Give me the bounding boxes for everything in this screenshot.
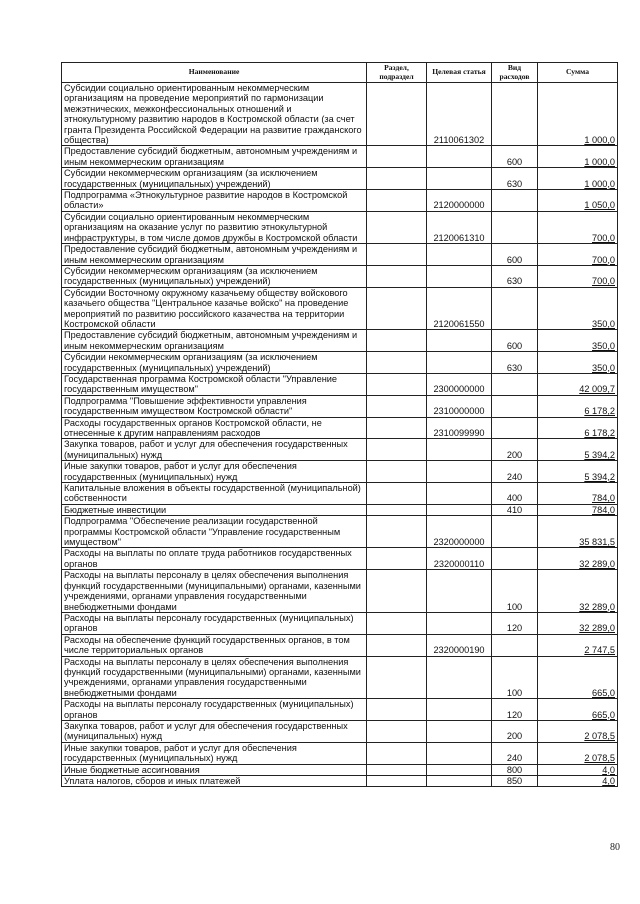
cell-name: Бюджетные инвестиции (62, 504, 367, 515)
cell-sum: 42 009,7 (538, 373, 618, 395)
cell-name: Расходы на выплаты персоналу в целях обеспечения выполнения функций государственными (муниципальными) органами, казенными учреждениями, органами управления государственными внебюджетными фондами (62, 656, 367, 699)
cell-name: Подпрограмма "Обеспечение реализации государственной программы Костромской области "Управление государственным имуществом" (62, 516, 367, 548)
table-row (62, 742, 618, 764)
cell-name: Субсидии Восточному окружному казачьему обществу войскового казачьего общества "Центральное казачье войско" на проведение мероприятий по развитию российского казачества на территории Костромской области (62, 287, 367, 330)
table-row (62, 352, 618, 374)
cell-name: Иные бюджетные ассигнования (62, 764, 367, 775)
table-row (62, 168, 618, 190)
cell-sum: 350,0 (538, 352, 618, 374)
table-row (62, 612, 618, 634)
cell-section (367, 504, 427, 515)
table-body (62, 83, 618, 787)
cell-article (427, 352, 492, 374)
cell-expense-type: 240 (492, 742, 538, 764)
cell-article: 2320000190 (427, 634, 492, 656)
cell-sum: 1 050,0 (538, 190, 618, 212)
table-row (62, 570, 618, 613)
table-row (62, 699, 618, 721)
cell-article: 2120061550 (427, 287, 492, 330)
cell-sum: 2 078,5 (538, 720, 618, 742)
table-row (62, 504, 618, 515)
header-section: Раздел, подраздел (367, 63, 427, 83)
table-header-row (62, 63, 618, 83)
table-row (62, 439, 618, 461)
cell-expense-type: 400 (492, 483, 538, 505)
cell-article: 2320000110 (427, 548, 492, 570)
cell-expense-type (492, 548, 538, 570)
cell-expense-type (492, 83, 538, 146)
table-row (62, 330, 618, 352)
table-row (62, 146, 618, 168)
cell-expense-type: 120 (492, 699, 538, 721)
cell-expense-type: 630 (492, 265, 538, 287)
cell-sum: 5 394,2 (538, 439, 618, 461)
cell-expense-type (492, 211, 538, 243)
cell-sum: 1 000,0 (538, 146, 618, 168)
cell-article (427, 764, 492, 775)
cell-section (367, 211, 427, 243)
table-row (62, 417, 618, 439)
cell-name: Подпрограмма "Повышение эффективности управления государственным имуществом Костромской области" (62, 395, 367, 417)
cell-article (427, 439, 492, 461)
cell-sum: 6 178,2 (538, 417, 618, 439)
cell-article (427, 570, 492, 613)
table-row (62, 395, 618, 417)
cell-name: Расходы на выплаты персоналу государственных (муниципальных) органов (62, 612, 367, 634)
cell-sum: 665,0 (538, 656, 618, 699)
cell-name: Капитальные вложения в объекты государственной (муниципальной) собственности (62, 483, 367, 505)
cell-name: Субсидии социально ориентированным некоммерческим организациям на проведение мероприятий по гармонизации межэтнических, межконфессиональных отношений и этнокультурному развитию народов в Костромской области (за счет гранта Президента Российской Федерации на развитие гражданского общества) (62, 83, 367, 146)
table-row (62, 461, 618, 483)
cell-article (427, 461, 492, 483)
table-row (62, 211, 618, 243)
header-expense-type: Вид расходов (492, 63, 538, 83)
table-row (62, 634, 618, 656)
cell-article: 2120000000 (427, 190, 492, 212)
cell-name: Предоставление субсидий бюджетным, автономным учреждениям и иным некоммерческим организациям (62, 244, 367, 266)
cell-expense-type: 100 (492, 570, 538, 613)
cell-expense-type: 200 (492, 720, 538, 742)
cell-article (427, 265, 492, 287)
cell-name: Субсидии некоммерческим организациям (за исключением государственных (муниципальных) учреждений) (62, 265, 367, 287)
cell-expense-type: 100 (492, 656, 538, 699)
cell-name: Расходы на выплаты персоналу в целях обеспечения выполнения функций государственными (муниципальными) органами, казенными учреждениями, органами управления государственными внебюджетными фондами (62, 570, 367, 613)
cell-section (367, 373, 427, 395)
cell-article: 2310000000 (427, 395, 492, 417)
cell-section (367, 764, 427, 775)
cell-name: Расходы на выплаты по оплате труда работников государственных органов (62, 548, 367, 570)
cell-sum: 1 000,0 (538, 168, 618, 190)
cell-section (367, 656, 427, 699)
cell-sum: 2 747,5 (538, 634, 618, 656)
cell-expense-type: 630 (492, 352, 538, 374)
table-row (62, 656, 618, 699)
cell-expense-type: 800 (492, 764, 538, 775)
cell-sum: 700,0 (538, 265, 618, 287)
table-row (62, 190, 618, 212)
table-row (62, 776, 618, 787)
cell-section (367, 461, 427, 483)
cell-name: Расходы на выплаты персоналу государственных (муниципальных) органов (62, 699, 367, 721)
cell-sum: 5 394,2 (538, 461, 618, 483)
cell-article (427, 168, 492, 190)
cell-article (427, 776, 492, 787)
cell-expense-type (492, 190, 538, 212)
cell-name: Предоставление субсидий бюджетным, автономным учреждениям и иным некоммерческим организациям (62, 330, 367, 352)
cell-article: 2310099990 (427, 417, 492, 439)
table-row (62, 548, 618, 570)
table-row (62, 287, 618, 330)
cell-expense-type: 600 (492, 330, 538, 352)
header-article: Целевая статья (427, 63, 492, 83)
cell-sum: 35 831,5 (538, 516, 618, 548)
cell-section (367, 330, 427, 352)
cell-expense-type (492, 287, 538, 330)
cell-sum: 6 178,2 (538, 395, 618, 417)
cell-section (367, 265, 427, 287)
table-row (62, 373, 618, 395)
header-name: Наименование (62, 63, 367, 83)
cell-name: Государственная программа Костромской области "Управление государственным имуществом" (62, 373, 367, 395)
cell-article: 2300000000 (427, 373, 492, 395)
cell-section (367, 287, 427, 330)
cell-name: Закупка товаров, работ и услуг для обеспечения государственных (муниципальных) нужд (62, 720, 367, 742)
cell-name: Иные закупки товаров, работ и услуг для обеспечения государственных (муниципальных) нужд (62, 742, 367, 764)
cell-article (427, 720, 492, 742)
cell-expense-type: 600 (492, 146, 538, 168)
table-row (62, 720, 618, 742)
table-row (62, 83, 618, 146)
cell-section (367, 352, 427, 374)
cell-expense-type (492, 395, 538, 417)
cell-section (367, 570, 427, 613)
cell-section (367, 417, 427, 439)
table-row (62, 244, 618, 266)
cell-section (367, 83, 427, 146)
cell-article (427, 504, 492, 515)
cell-sum: 2 078,5 (538, 742, 618, 764)
cell-article (427, 612, 492, 634)
cell-sum: 350,0 (538, 287, 618, 330)
cell-sum: 32 289,0 (538, 570, 618, 613)
cell-section (367, 742, 427, 764)
cell-section (367, 699, 427, 721)
table-row (62, 265, 618, 287)
cell-article (427, 699, 492, 721)
cell-article: 2320000000 (427, 516, 492, 548)
cell-name: Предоставление субсидий бюджетным, автономным учреждениям и иным некоммерческим организациям (62, 146, 367, 168)
cell-expense-type: 850 (492, 776, 538, 787)
page-number: 80 (610, 842, 620, 853)
table-row (62, 483, 618, 505)
budget-table (61, 62, 618, 787)
cell-name: Уплата налогов, сборов и иных платежей (62, 776, 367, 787)
cell-expense-type (492, 516, 538, 548)
cell-name: Расходы государственных органов Костромской области, не отнесенные к другим направлениям расходов (62, 417, 367, 439)
table-row (62, 516, 618, 548)
cell-section (367, 776, 427, 787)
cell-sum: 1 000,0 (538, 83, 618, 146)
cell-sum: 32 289,0 (538, 548, 618, 570)
cell-expense-type (492, 417, 538, 439)
cell-expense-type: 410 (492, 504, 538, 515)
cell-section (367, 168, 427, 190)
cell-section (367, 516, 427, 548)
cell-section (367, 548, 427, 570)
cell-article: 2120061310 (427, 211, 492, 243)
cell-name: Закупка товаров, работ и услуг для обеспечения государственных (муниципальных) нужд (62, 439, 367, 461)
cell-sum: 665,0 (538, 699, 618, 721)
cell-expense-type: 120 (492, 612, 538, 634)
cell-name: Подпрограмма «Этнокультурное развитие народов в Костромской области» (62, 190, 367, 212)
cell-section (367, 439, 427, 461)
cell-article (427, 483, 492, 505)
cell-section (367, 395, 427, 417)
cell-expense-type: 200 (492, 439, 538, 461)
cell-section (367, 483, 427, 505)
cell-sum: 32 289,0 (538, 612, 618, 634)
cell-section (367, 720, 427, 742)
cell-sum: 350,0 (538, 330, 618, 352)
cell-article (427, 742, 492, 764)
cell-article (427, 244, 492, 266)
cell-article (427, 330, 492, 352)
cell-name: Субсидии социально ориентированным некоммерческим организациям на оказание услуг по развитию этнокультурной инфраструктуры, в том числе домов дружбы в Костромской области (62, 211, 367, 243)
cell-article (427, 146, 492, 168)
cell-section (367, 244, 427, 266)
cell-name: Субсидии некоммерческим организациям (за исключением государственных (муниципальных) учреждений) (62, 352, 367, 374)
cell-section (367, 612, 427, 634)
cell-name: Иные закупки товаров, работ и услуг для обеспечения государственных (муниципальных) нужд (62, 461, 367, 483)
cell-sum: 4,0 (538, 776, 618, 787)
cell-name: Субсидии некоммерческим организациям (за исключением государственных (муниципальных) учреждений) (62, 168, 367, 190)
cell-article (427, 656, 492, 699)
cell-expense-type: 600 (492, 244, 538, 266)
cell-sum: 700,0 (538, 244, 618, 266)
table-row (62, 764, 618, 775)
cell-expense-type: 630 (492, 168, 538, 190)
cell-sum: 784,0 (538, 483, 618, 505)
cell-section (367, 634, 427, 656)
cell-sum: 4,0 (538, 764, 618, 775)
cell-expense-type (492, 373, 538, 395)
cell-sum: 784,0 (538, 504, 618, 515)
cell-article: 2110061302 (427, 83, 492, 146)
cell-name: Расходы на обеспечение функций государственных органов, в том числе территориальных органов (62, 634, 367, 656)
cell-section (367, 146, 427, 168)
cell-section (367, 190, 427, 212)
header-sum: Сумма (538, 63, 618, 83)
cell-sum: 700,0 (538, 211, 618, 243)
cell-expense-type: 240 (492, 461, 538, 483)
cell-expense-type (492, 634, 538, 656)
